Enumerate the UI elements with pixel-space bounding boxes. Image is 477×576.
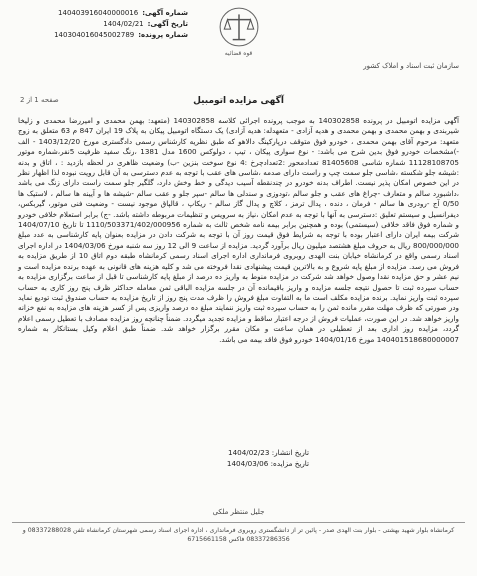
- judiciary-emblem: [204, 6, 274, 76]
- notice-date-row: [8, 19, 188, 30]
- notice-number: 140403916040000016: [58, 9, 139, 17]
- auction-date-row: [18, 458, 459, 469]
- auction-date: 1404/03/06: [226, 459, 269, 468]
- scales-of-justice-icon: [218, 6, 260, 48]
- page-indicator: صفحه 1 از 2: [20, 96, 59, 104]
- notice-number-label: شماره آگهی:: [142, 9, 188, 17]
- case-number-row: [8, 30, 188, 41]
- published-date-row: [18, 447, 459, 458]
- published-date-label: تاریخ انتشار:: [271, 448, 309, 457]
- case-number: 140304016045002789: [54, 31, 135, 39]
- footer-address: کرمانشاه بلوار شهید بهشتی - بلوار بنت الهدی صدر - پائین تر از دانشگستری روبروی فرمانداری ، اداره اجرای اسناد رسمی شهرستان کرمانشاه تلفن 08337288028 و 08337286356 فاکس 6715661158: [22, 527, 455, 543]
- footer-divider: [12, 522, 465, 523]
- notice-number-row: [8, 8, 188, 19]
- dates-block: [18, 447, 459, 469]
- emblem-caption: قوه قضائیه: [224, 50, 253, 57]
- case-number-label: شماره پرونده:: [138, 31, 188, 39]
- document-title: آگهی مزایده اتومبیل: [193, 96, 284, 106]
- published-date: 1404/02/23: [228, 448, 270, 457]
- signatory-name: جلیل منتظر ملکی: [212, 508, 265, 516]
- notice-date-label: تاریخ آگهی:: [147, 20, 188, 28]
- auction-date-label: تاریخ مزایده:: [270, 459, 309, 468]
- notice-date: 1404/02/21: [103, 20, 144, 28]
- document-body: آگهی مزایده اتومبیل در پرونده 140302858 به موجب پرونده اجرائی کلاسه 140302858 (متعهد: بهمن محمدی و امیررضا محمدی و زلیخا شیربندی و بهمن محمدی و بهمن محمدی و هدیه آزادی - متعهدله: هدیه آزادی) یک دستگاه اتومبیل پیکان به پلاک 19 ایران 847 م 63 متعلق به زوج متعهد: مرحوم آقای بهمن محمدی ، خودرو فوق متوقف درپارکینگ دالاهو که طبق نظریه کارشناس رسمی دادگستری مورخ 1403/12/20 - الف -)مشخصات خودرو فوق بدین شرح می باشد: - نوع سواری پیکان ، تیپ ، دولوکس 1600 مدل 1381 ،رنگ سفید ظرفیت 5نفر،شماره موتور 11128108705 شماره شاسی 81405608 تعدادمحور :2تعدادچرخ :4 نوع سوخت بنزین -ب) وضعیت ظاهری در لحظه بازدید : ، اتاق و بدنه :شیشه جلو شکسته ،شاسی جلو سمت چپ و راست دارای صدمه ،شاسی های عقب با توجه به عدم دسترسی به آن قابل رویت نبوده لذا اظهار نظر در این خصوص امکان پذیر نیست. اطراف بدنه خودرو در چندنقطه آسیب دیدگی و خط وخش دارد، گلگیر جلو سمت راست دارای زنگ می باشد ،داشبورد سالم و متعارف -چراغ های عقب و جلو سالم ،تودوزی و سندلی ها سالم -سپر جلو و عقب سالم -شیشه ها و آیینه ها سالم ، لاستیک ها 0/50 آج -رودری ها سالم - فرمان ، دنده ، پدال ترمز ، کلاچ و پدال گاز سالم - ریکاپ ، قالپاق موجود نیست - وضعیت فنی موتور، گیربکس، دیفرانسیل و سیستم تعلیق :دسترسی به آنها با توجه به عدم امکان ،نیاز به سرویس و تنظیمات مربوطه داشته باشد. -ج) برابر استعلام خلافی خودرو و شماره فوق فاقد خلافی (سیستمی) بوده و همچنین برابر بیمه نامه شخص ثالث به شماره 1110/503371/402/000956 تا تاریخ 1404/07/10 شرکت بیمه ایران دارای اعتبار بوده با توجه به شرایط فوق قیمت روز آن با توجه به شرکت دادن در مزایده بعنوان پایه کارشناسی به عدد مبلغ 800/000/000 ریال به حروف مبلغ هشتصد میلیون ریال برآورد گردید. مزایده از ساعت 9 الی 12 روز سه شنبه مورخ 1404/03/06 در اداره اجرای اسناد رسمی واقع در کرمانشاه خیابان بنت الهدی روبروی فرمانداری اداره اجرای اسناد رسمی کرمانشاه طبقه دوم اتاق 10 از طریق مزایده به فروش می رسد. مزایده از مبلغ پایه شروع و به بالاترین قیمت پیشنهادی نقدا فروخته می شد و کلیه هزینه های قانونی به عهده برنده مزایده است و نیم عشر و حق مزایده نقدا وصول خواهد شد شرکت در مزایده منوط به واریز ده درصد از مبلغ پایه کارشناسی تا قبل از ساعت برگزاری مزایده به حساب سپرده ثبت تا حصول نتیجه جلسه مزایده و واریز باقیمانده آن در جلسه مزایده الباقی ثمن معامله حداکثر ظرف پنج روز کاری به حساب سپرده ثبت واریز نماید. برنده مزایده مکلف است ما به التفاوت مبلغ فروش را ظرف مدت پنج روز از تاریخ مزایده به حساب صندوق ثبت تودیع نماید ودر صورتی که ظرف مهلت مقرر مانده ثمن را به حساب سپرده ثبت واریز ننمایند مبلغ ده درصد واریزی پس از کسر هزینه های مزایده به نفع خزانه واریز خواهد شد. در این صورت، عملیات فروش از درجه اعتبار ساقط و مزایده تجدید میگردد. ضمناً چنانچه روز مزایده مصادف با تعطیل رسمی اعلام گردد، مزایده روز اداری بعد از تعطیلی در همان ساعت و مکان مقرر برگزار خواهد شد. ضمناً طبق اعلام وکیل بستانکار به شماره 140401518680000007 مورخ 1404/01/16 خودرو فوق فاقد بیمه می باشد.: [18, 116, 460, 344]
- notice-meta: [8, 8, 188, 41]
- organization-name: سازمان ثبت اسناد و املاک کشور: [363, 62, 459, 70]
